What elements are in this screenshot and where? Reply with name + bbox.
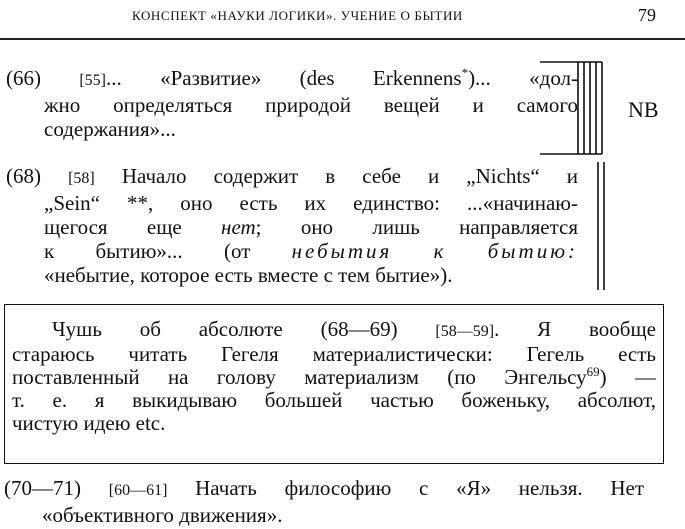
para68-ref: [58]: [68, 170, 95, 187]
boxed-note-text: [12, 318, 656, 435]
para70-line-2: «объективного движения».: [42, 503, 283, 527]
header-rule: [0, 38, 685, 40]
para68-line-5: «небытие, которое есть вместе с тем бытие»).: [44, 263, 453, 287]
para68-line-4: к бытию»... (от небытия к бытию:: [44, 239, 578, 263]
para66-line-3: содержания»...: [44, 117, 176, 141]
para70-line-1: (70—71) [60—61] Начать философию с «Я» нельзя. Нет: [4, 476, 645, 500]
para68-line-1: (68) [58] Начало содержит в себе и „Nichts“ и: [6, 164, 579, 188]
margin-bracket-66: [540, 60, 630, 156]
para66-line-2: жно определяться природой вещей и самого: [44, 93, 578, 117]
para70-number: (70—71): [4, 476, 81, 500]
box-line-1: Чушь об абсолюте (68—69) [58—59]. Я вообще: [52, 317, 656, 341]
para70-ref: [60—61]: [108, 482, 168, 499]
margin-bracket-68: [580, 160, 610, 292]
para68-line-3: щегося еще нет; оно лишь направляется: [44, 215, 578, 239]
para66-ref: [55]: [79, 72, 106, 89]
box-line-3: поставленный на голову материализм (по Энгельсу$^{69}$) —: [12, 364, 656, 389]
box-ref: [58—59]: [435, 323, 495, 340]
running-title: КОНСПЕКТ «НАУКИ ЛОГИКИ». УЧЕНИЕ О БЫТИИ: [132, 8, 463, 23]
para66-line-1: (66) [55]... «Развитие» (des Erkennens*)... «дол-: [6, 65, 579, 90]
box-line-5: чистую идею etc.: [12, 411, 166, 435]
box-line-4: т. е. я выкидываю большей частью боженьку, абсолют,: [12, 388, 656, 412]
box-line-2: стараюсь читать Гегеля материалистически: Гегель есть: [12, 342, 656, 366]
footnote-69: 69: [586, 364, 600, 379]
footnote-star: *: [461, 65, 469, 80]
paragraph-66: [6, 66, 578, 141]
para68-line-2: „Sein“ **, оно есть их единство: ...«начинаю-: [44, 191, 578, 215]
para66-number: (66): [6, 66, 41, 90]
para68-number: (68): [6, 164, 41, 188]
paragraph-70-71: [4, 476, 644, 527]
paragraph-68: [6, 164, 578, 287]
page-number: 79: [638, 5, 656, 25]
margin-note-nb: NB: [628, 97, 659, 122]
